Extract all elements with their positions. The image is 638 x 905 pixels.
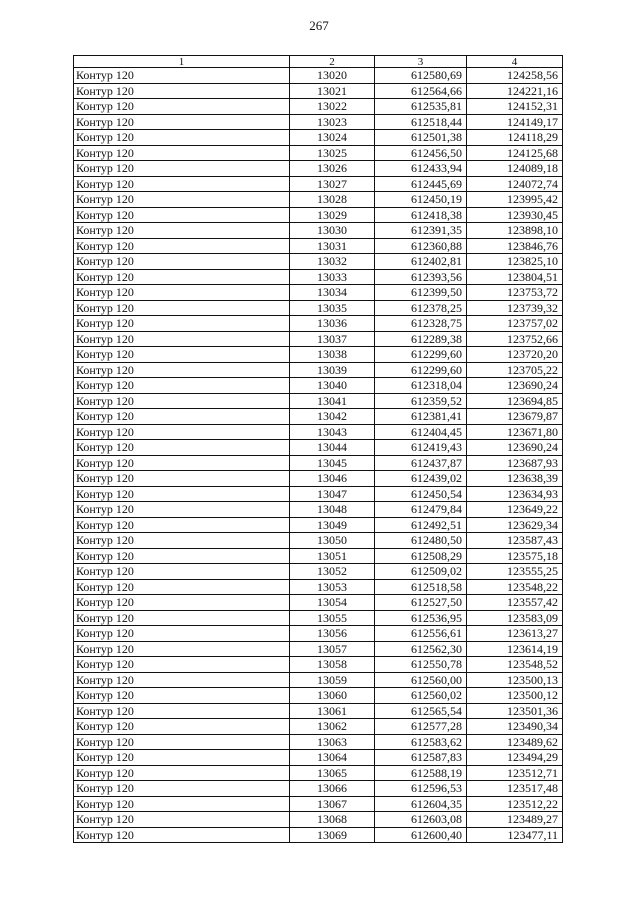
table-row (74, 548, 563, 564)
point-number-cell: 13054 (290, 595, 375, 611)
x-coordinate-cell: 612433,94 (375, 161, 467, 177)
y-coordinate-cell: 123671,80 (467, 424, 563, 440)
y-coordinate-cell: 123804,51 (467, 269, 563, 285)
y-coordinate-cell: 123690,24 (467, 440, 563, 456)
point-number-cell: 13022 (290, 99, 375, 115)
contour-name-cell: Контур 120 (74, 781, 290, 797)
x-coordinate-cell: 612456,50 (375, 145, 467, 161)
table-row (74, 393, 563, 409)
y-coordinate-cell: 123500,13 (467, 672, 563, 688)
y-coordinate-cell: 123690,24 (467, 378, 563, 394)
x-coordinate-cell: 612564,66 (375, 83, 467, 99)
x-coordinate-cell: 612550,78 (375, 657, 467, 673)
x-coordinate-cell: 612501,38 (375, 130, 467, 146)
x-coordinate-cell: 612328,75 (375, 316, 467, 332)
x-coordinate-cell: 612518,44 (375, 114, 467, 130)
table-row (74, 114, 563, 130)
point-number-cell: 13021 (290, 83, 375, 99)
point-number-cell: 13059 (290, 672, 375, 688)
x-coordinate-cell: 612299,60 (375, 347, 467, 363)
table-row (74, 207, 563, 223)
point-number-cell: 13050 (290, 533, 375, 549)
contour-name-cell: Контур 120 (74, 145, 290, 161)
contour-name-cell: Контур 120 (74, 362, 290, 378)
y-coordinate-cell: 123649,22 (467, 502, 563, 518)
point-number-cell: 13069 (290, 827, 375, 843)
contour-name-cell: Контур 120 (74, 300, 290, 316)
x-coordinate-cell: 612583,62 (375, 734, 467, 750)
table-row (74, 719, 563, 735)
x-coordinate-cell: 612562,30 (375, 641, 467, 657)
point-number-cell: 13028 (290, 192, 375, 208)
contour-name-cell: Контур 120 (74, 657, 290, 673)
point-number-cell: 13024 (290, 130, 375, 146)
table-row (74, 362, 563, 378)
y-coordinate-cell: 123757,02 (467, 316, 563, 332)
point-number-cell: 13047 (290, 486, 375, 502)
point-number-cell: 13040 (290, 378, 375, 394)
table-row (74, 192, 563, 208)
y-coordinate-cell: 123995,42 (467, 192, 563, 208)
x-coordinate-cell: 612509,02 (375, 564, 467, 580)
page-number: 267 (309, 18, 329, 33)
column-header-2: 2 (290, 56, 375, 68)
y-coordinate-cell: 123512,22 (467, 796, 563, 812)
contour-name-cell: Контур 120 (74, 533, 290, 549)
x-coordinate-cell: 612360,88 (375, 238, 467, 254)
contour-name-cell: Контур 120 (74, 455, 290, 471)
point-number-cell: 13038 (290, 347, 375, 363)
x-coordinate-cell: 612399,50 (375, 285, 467, 301)
y-coordinate-cell: 124125,68 (467, 145, 563, 161)
point-number-cell: 13052 (290, 564, 375, 580)
point-number-cell: 13061 (290, 703, 375, 719)
contour-name-cell: Контур 120 (74, 238, 290, 254)
contour-name-cell: Контур 120 (74, 424, 290, 440)
x-coordinate-cell: 612419,43 (375, 440, 467, 456)
column-header-3: 3 (375, 56, 467, 68)
table-row (74, 300, 563, 316)
contour-name-cell: Контур 120 (74, 579, 290, 595)
contour-name-cell: Контур 120 (74, 114, 290, 130)
column-header-1: 1 (74, 56, 290, 68)
y-coordinate-cell: 124152,31 (467, 99, 563, 115)
table-row (74, 269, 563, 285)
contour-name-cell: Контур 120 (74, 440, 290, 456)
table-row (74, 471, 563, 487)
y-coordinate-cell: 123517,48 (467, 781, 563, 797)
table-row (74, 223, 563, 239)
contour-name-cell: Контур 120 (74, 254, 290, 270)
contour-name-cell: Контур 120 (74, 765, 290, 781)
contour-name-cell: Контур 120 (74, 378, 290, 394)
table-row (74, 238, 563, 254)
point-number-cell: 13027 (290, 176, 375, 192)
x-coordinate-cell: 612479,84 (375, 502, 467, 518)
contour-name-cell: Контур 120 (74, 595, 290, 611)
x-coordinate-cell: 612565,54 (375, 703, 467, 719)
point-number-cell: 13031 (290, 238, 375, 254)
point-number-cell: 13041 (290, 393, 375, 409)
contour-name-cell: Контур 120 (74, 750, 290, 766)
y-coordinate-cell: 124258,56 (467, 68, 563, 84)
point-number-cell: 13055 (290, 610, 375, 626)
table-row (74, 827, 563, 843)
contour-name-cell: Контур 120 (74, 812, 290, 828)
x-coordinate-cell: 612560,02 (375, 688, 467, 704)
point-number-cell: 13057 (290, 641, 375, 657)
point-number-cell: 13039 (290, 362, 375, 378)
table-row (74, 657, 563, 673)
point-number-cell: 13065 (290, 765, 375, 781)
y-coordinate-cell: 124149,17 (467, 114, 563, 130)
table-row (74, 331, 563, 347)
y-coordinate-cell: 123898,10 (467, 223, 563, 239)
point-number-cell: 13053 (290, 579, 375, 595)
table-row (74, 672, 563, 688)
x-coordinate-cell: 612289,38 (375, 331, 467, 347)
y-coordinate-cell: 123500,12 (467, 688, 563, 704)
contour-name-cell: Контур 120 (74, 641, 290, 657)
table-row (74, 455, 563, 471)
point-number-cell: 13060 (290, 688, 375, 704)
y-coordinate-cell: 124089,18 (467, 161, 563, 177)
y-coordinate-cell: 123629,34 (467, 517, 563, 533)
x-coordinate-cell: 612480,50 (375, 533, 467, 549)
point-number-cell: 13067 (290, 796, 375, 812)
y-coordinate-cell: 123739,32 (467, 300, 563, 316)
contour-name-cell: Контур 120 (74, 269, 290, 285)
table-row (74, 130, 563, 146)
y-coordinate-cell: 123720,20 (467, 347, 563, 363)
contour-name-cell: Контур 120 (74, 471, 290, 487)
y-coordinate-cell: 124221,16 (467, 83, 563, 99)
x-coordinate-cell: 612378,25 (375, 300, 467, 316)
point-number-cell: 13032 (290, 254, 375, 270)
x-coordinate-cell: 612318,04 (375, 378, 467, 394)
x-coordinate-cell: 612381,41 (375, 409, 467, 425)
table-row (74, 486, 563, 502)
coordinates-table (73, 55, 563, 843)
contour-name-cell: Контур 120 (74, 161, 290, 177)
point-number-cell: 13068 (290, 812, 375, 828)
point-number-cell: 13046 (290, 471, 375, 487)
table-row (74, 409, 563, 425)
point-number-cell: 13034 (290, 285, 375, 301)
table-row (74, 610, 563, 626)
point-number-cell: 13066 (290, 781, 375, 797)
table-row (74, 254, 563, 270)
column-header-4: 4 (467, 56, 563, 68)
contour-name-cell: Контур 120 (74, 703, 290, 719)
y-coordinate-cell: 123679,87 (467, 409, 563, 425)
contour-name-cell: Контур 120 (74, 83, 290, 99)
contour-name-cell: Контур 120 (74, 285, 290, 301)
table-row (74, 161, 563, 177)
y-coordinate-cell: 123614,19 (467, 641, 563, 657)
y-coordinate-cell: 123548,52 (467, 657, 563, 673)
table-row (74, 533, 563, 549)
table-row (74, 641, 563, 657)
table-row (74, 734, 563, 750)
point-number-cell: 13026 (290, 161, 375, 177)
point-number-cell: 13048 (290, 502, 375, 518)
table-row (74, 99, 563, 115)
table-row (74, 316, 563, 332)
x-coordinate-cell: 612535,81 (375, 99, 467, 115)
table-row (74, 750, 563, 766)
contour-name-cell: Контур 120 (74, 796, 290, 812)
y-coordinate-cell: 124072,74 (467, 176, 563, 192)
point-number-cell: 13035 (290, 300, 375, 316)
x-coordinate-cell: 612450,54 (375, 486, 467, 502)
y-coordinate-cell: 123555,25 (467, 564, 563, 580)
contour-name-cell: Контур 120 (74, 626, 290, 642)
x-coordinate-cell: 612603,08 (375, 812, 467, 828)
contour-name-cell: Контур 120 (74, 486, 290, 502)
point-number-cell: 13045 (290, 455, 375, 471)
point-number-cell: 13020 (290, 68, 375, 84)
table-row (74, 424, 563, 440)
point-number-cell: 13030 (290, 223, 375, 239)
table-row (74, 378, 563, 394)
y-coordinate-cell: 123557,42 (467, 595, 563, 611)
y-coordinate-cell: 123477,11 (467, 827, 563, 843)
contour-name-cell: Контур 120 (74, 130, 290, 146)
contour-name-cell: Контур 120 (74, 316, 290, 332)
point-number-cell: 13064 (290, 750, 375, 766)
y-coordinate-cell: 123846,76 (467, 238, 563, 254)
point-number-cell: 13051 (290, 548, 375, 564)
point-number-cell: 13029 (290, 207, 375, 223)
contour-name-cell: Контур 120 (74, 176, 290, 192)
y-coordinate-cell: 123490,34 (467, 719, 563, 735)
contour-name-cell: Контур 120 (74, 347, 290, 363)
table-row (74, 703, 563, 719)
x-coordinate-cell: 612508,29 (375, 548, 467, 564)
table-row (74, 626, 563, 642)
table-row (74, 765, 563, 781)
x-coordinate-cell: 612536,95 (375, 610, 467, 626)
table-row (74, 502, 563, 518)
y-coordinate-cell: 123687,93 (467, 455, 563, 471)
x-coordinate-cell: 612439,02 (375, 471, 467, 487)
x-coordinate-cell: 612391,35 (375, 223, 467, 239)
y-coordinate-cell: 123930,45 (467, 207, 563, 223)
contour-name-cell: Контур 120 (74, 719, 290, 735)
x-coordinate-cell: 612560,00 (375, 672, 467, 688)
x-coordinate-cell: 612577,28 (375, 719, 467, 735)
y-coordinate-cell: 123548,22 (467, 579, 563, 595)
table-row (74, 579, 563, 595)
table-row (74, 347, 563, 363)
y-coordinate-cell: 123825,10 (467, 254, 563, 270)
x-coordinate-cell: 612587,83 (375, 750, 467, 766)
x-coordinate-cell: 612393,56 (375, 269, 467, 285)
point-number-cell: 13023 (290, 114, 375, 130)
x-coordinate-cell: 612588,19 (375, 765, 467, 781)
contour-name-cell: Контур 120 (74, 207, 290, 223)
y-coordinate-cell: 123587,43 (467, 533, 563, 549)
y-coordinate-cell: 123694,85 (467, 393, 563, 409)
table-header-row (74, 56, 563, 68)
x-coordinate-cell: 612596,53 (375, 781, 467, 797)
table-row (74, 285, 563, 301)
y-coordinate-cell: 123752,66 (467, 331, 563, 347)
x-coordinate-cell: 612580,69 (375, 68, 467, 84)
table-row (74, 517, 563, 533)
table-row (74, 688, 563, 704)
point-number-cell: 13043 (290, 424, 375, 440)
y-coordinate-cell: 123494,29 (467, 750, 563, 766)
contour-name-cell: Контур 120 (74, 223, 290, 239)
table-row (74, 796, 563, 812)
point-number-cell: 13033 (290, 269, 375, 285)
y-coordinate-cell: 123753,72 (467, 285, 563, 301)
x-coordinate-cell: 612402,81 (375, 254, 467, 270)
point-number-cell: 13056 (290, 626, 375, 642)
y-coordinate-cell: 123613,27 (467, 626, 563, 642)
point-number-cell: 13037 (290, 331, 375, 347)
contour-name-cell: Контур 120 (74, 827, 290, 843)
contour-name-cell: Контур 120 (74, 734, 290, 750)
y-coordinate-cell: 123705,22 (467, 362, 563, 378)
point-number-cell: 13025 (290, 145, 375, 161)
table-row (74, 176, 563, 192)
x-coordinate-cell: 612404,45 (375, 424, 467, 440)
table-row (74, 781, 563, 797)
table-row (74, 440, 563, 456)
x-coordinate-cell: 612450,19 (375, 192, 467, 208)
point-number-cell: 13063 (290, 734, 375, 750)
table-row (74, 564, 563, 580)
table-row (74, 595, 563, 611)
contour-name-cell: Контур 120 (74, 409, 290, 425)
y-coordinate-cell: 123575,18 (467, 548, 563, 564)
x-coordinate-cell: 612299,60 (375, 362, 467, 378)
contour-name-cell: Контур 120 (74, 68, 290, 84)
x-coordinate-cell: 612556,61 (375, 626, 467, 642)
contour-name-cell: Контур 120 (74, 610, 290, 626)
y-coordinate-cell: 123489,27 (467, 812, 563, 828)
point-number-cell: 13044 (290, 440, 375, 456)
y-coordinate-cell: 124118,29 (467, 130, 563, 146)
table-body (74, 68, 563, 843)
contour-name-cell: Контур 120 (74, 672, 290, 688)
y-coordinate-cell: 123501,36 (467, 703, 563, 719)
point-number-cell: 13058 (290, 657, 375, 673)
point-number-cell: 13036 (290, 316, 375, 332)
table-row (74, 68, 563, 84)
x-coordinate-cell: 612445,69 (375, 176, 467, 192)
point-number-cell: 13042 (290, 409, 375, 425)
contour-name-cell: Контур 120 (74, 331, 290, 347)
x-coordinate-cell: 612527,50 (375, 595, 467, 611)
table-row (74, 145, 563, 161)
table-row (74, 812, 563, 828)
x-coordinate-cell: 612492,51 (375, 517, 467, 533)
table-row (74, 83, 563, 99)
x-coordinate-cell: 612418,38 (375, 207, 467, 223)
x-coordinate-cell: 612437,87 (375, 455, 467, 471)
x-coordinate-cell: 612518,58 (375, 579, 467, 595)
y-coordinate-cell: 123583,09 (467, 610, 563, 626)
point-number-cell: 13062 (290, 719, 375, 735)
y-coordinate-cell: 123512,71 (467, 765, 563, 781)
contour-name-cell: Контур 120 (74, 548, 290, 564)
contour-name-cell: Контур 120 (74, 564, 290, 580)
x-coordinate-cell: 612359,52 (375, 393, 467, 409)
contour-name-cell: Контур 120 (74, 192, 290, 208)
contour-name-cell: Контур 120 (74, 502, 290, 518)
x-coordinate-cell: 612600,40 (375, 827, 467, 843)
contour-name-cell: Контур 120 (74, 99, 290, 115)
contour-name-cell: Контур 120 (74, 517, 290, 533)
x-coordinate-cell: 612604,35 (375, 796, 467, 812)
y-coordinate-cell: 123489,62 (467, 734, 563, 750)
y-coordinate-cell: 123634,93 (467, 486, 563, 502)
point-number-cell: 13049 (290, 517, 375, 533)
contour-name-cell: Контур 120 (74, 393, 290, 409)
contour-name-cell: Контур 120 (74, 688, 290, 704)
y-coordinate-cell: 123638,39 (467, 471, 563, 487)
